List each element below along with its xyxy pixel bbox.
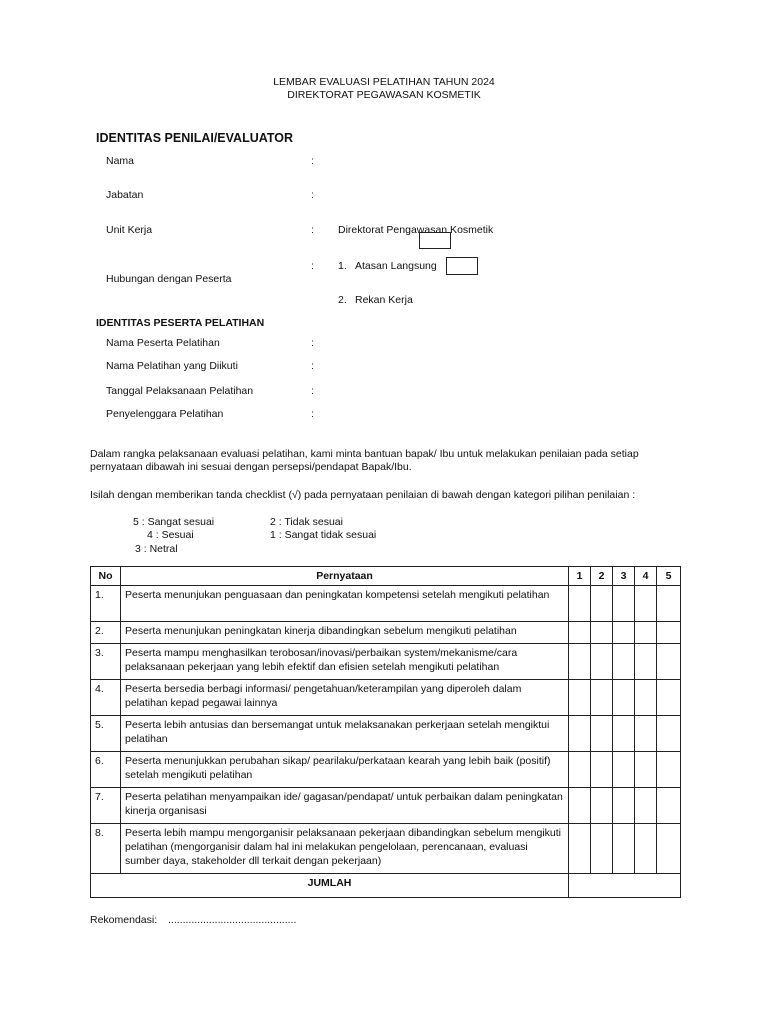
score-cell[interactable] xyxy=(569,622,591,644)
hubungan-colon: : xyxy=(311,260,314,272)
score-cell[interactable] xyxy=(613,716,635,752)
penyelenggara-colon: : xyxy=(311,408,314,420)
checkbox-atasan-langsung[interactable] xyxy=(446,257,478,275)
nama-pelatihan-label: Nama Pelatihan yang Diikuti xyxy=(106,360,238,372)
score-cell[interactable] xyxy=(569,788,591,824)
score-cell[interactable] xyxy=(613,622,635,644)
score-cell[interactable] xyxy=(591,824,613,874)
table-header-row xyxy=(91,567,681,586)
score-cell[interactable] xyxy=(569,716,591,752)
score-cell[interactable] xyxy=(613,824,635,874)
row-number: 4. xyxy=(91,680,121,716)
score-cell[interactable] xyxy=(635,622,657,644)
nama-peserta-label: Nama Peserta Pelatihan xyxy=(106,337,220,349)
option-rekan-kerja: Rekan Kerja xyxy=(355,294,413,306)
score-cell[interactable] xyxy=(613,788,635,824)
score-cell[interactable] xyxy=(591,788,613,824)
score-cell[interactable] xyxy=(657,644,681,680)
unit-kerja-label: Unit Kerja xyxy=(106,224,153,236)
score-cell[interactable] xyxy=(569,752,591,788)
score-cell[interactable] xyxy=(613,644,635,680)
evaluation-table xyxy=(90,566,681,898)
scale-1: 1 : Sangat tidak sesuai xyxy=(270,529,377,541)
score-cell[interactable] xyxy=(635,680,657,716)
scale-2: 2 : Tidak sesuai xyxy=(270,516,343,528)
header-score-1: 1 xyxy=(569,567,591,586)
row-number: 3. xyxy=(91,644,121,680)
score-cell[interactable] xyxy=(635,788,657,824)
table-row xyxy=(91,824,681,874)
score-cell[interactable] xyxy=(635,752,657,788)
score-cell[interactable] xyxy=(657,788,681,824)
nama-peserta-colon: : xyxy=(311,337,314,349)
hubungan-label: Hubungan dengan Peserta xyxy=(106,273,232,285)
row-statement: Peserta lebih mampu mengorganisir pelaksanaan pekerjaan dibandingkan sebelum mengikuti pelatihan (mengorganisir dalam hal ini melakukan pengelolaan, perencanaan, evaluasi sumber daya, stakeholder dll terkait dengan pekerjaan) xyxy=(121,824,569,874)
jumlah-total-cell[interactable] xyxy=(569,874,681,898)
score-cell[interactable] xyxy=(657,680,681,716)
jumlah-row xyxy=(91,874,681,898)
row-number: 7. xyxy=(91,788,121,824)
score-cell[interactable] xyxy=(613,680,635,716)
score-cell[interactable] xyxy=(591,752,613,788)
score-cell[interactable] xyxy=(635,644,657,680)
header-score-2: 2 xyxy=(591,567,613,586)
score-cell[interactable] xyxy=(591,644,613,680)
scale-3: 3 : Netral xyxy=(135,543,178,555)
jabatan-label: Jabatan xyxy=(106,189,144,201)
scale-4: 4 : Sesuai xyxy=(147,529,194,541)
row-statement: Peserta pelatihan menyampaikan ide/ gagasan/pendapat/ untuk perbaikan dalam peningkatan kinerja organisasi xyxy=(121,788,569,824)
row-number: 6. xyxy=(91,752,121,788)
score-cell[interactable] xyxy=(591,716,613,752)
table-row xyxy=(91,680,681,716)
header-score-5: 5 xyxy=(657,567,681,586)
header-score-4: 4 xyxy=(635,567,657,586)
nama-pelatihan-colon: : xyxy=(311,360,314,372)
jumlah-label: JUMLAH xyxy=(91,874,569,898)
option1-number: 1. xyxy=(338,260,347,272)
penyelenggara-label: Penyelenggara Pelatihan xyxy=(106,408,224,420)
table-row xyxy=(91,622,681,644)
row-statement: Peserta menunjukkan perubahan sikap/ pearilaku/perkataan kearah yang lebih baik (positif) setelah mengikuti pelatihan xyxy=(121,752,569,788)
table-row xyxy=(91,586,681,622)
table-row xyxy=(91,788,681,824)
evaluator-heading: IDENTITAS PENILAI/EVALUATOR xyxy=(96,131,293,145)
row-number: 8. xyxy=(91,824,121,874)
score-cell[interactable] xyxy=(657,824,681,874)
score-cell[interactable] xyxy=(657,752,681,788)
score-cell[interactable] xyxy=(613,752,635,788)
rekomendasi-label: Rekomendasi: xyxy=(90,914,158,926)
row-number: 2. xyxy=(91,622,121,644)
instruction-paragraph-1: Dalam rangka pelaksanaan evaluasi pelatihan, kami minta bantuan bapak/ Ibu untuk melakukan penilaian pada setiap pernyataan dibawah ini sesuai dengan persepsi/pendapat Bapak/Ibu. xyxy=(90,448,639,473)
nama-colon: : xyxy=(311,155,314,167)
table-row xyxy=(91,752,681,788)
score-cell[interactable] xyxy=(657,586,681,622)
score-cell[interactable] xyxy=(569,680,591,716)
option-atasan-langsung: Atasan Langsung xyxy=(355,260,437,272)
unit-kerja-colon: : xyxy=(311,224,314,236)
tanggal-label: Tanggal Pelaksanaan Pelatihan xyxy=(106,385,254,397)
tanggal-colon: : xyxy=(311,385,314,397)
header-no: No xyxy=(91,567,121,586)
score-cell[interactable] xyxy=(569,644,591,680)
row-statement: Peserta mampu menghasilkan terobosan/inovasi/perbaikan system/mekanisme/cara pelaksanaan pekerjaan yang lebih efektif dan efisien setelah mengikuti pelatihan xyxy=(121,644,569,680)
score-cell[interactable] xyxy=(591,586,613,622)
score-cell[interactable] xyxy=(657,622,681,644)
row-statement: Peserta menunjukan peningkatan kinerja dibandingkan sebelum mengikuti pelatihan xyxy=(121,622,569,644)
score-cell[interactable] xyxy=(635,824,657,874)
option2-number: 2. xyxy=(338,294,347,306)
checkbox-unit-kerja[interactable] xyxy=(419,232,451,249)
row-number: 5. xyxy=(91,716,121,752)
nama-label: Nama xyxy=(106,155,135,167)
document-title: LEMBAR EVALUASI PELATIHAN TAHUN 2024 xyxy=(273,76,495,88)
rekomendasi-field[interactable]: ............................................ xyxy=(168,914,297,926)
header-pernyataan: Pernyataan xyxy=(121,567,569,586)
score-cell[interactable] xyxy=(569,824,591,874)
score-cell[interactable] xyxy=(613,586,635,622)
row-statement: Peserta lebih antusias dan bersemangat untuk melaksanakan perkerjaan setelah mengiktui pelatihan xyxy=(121,716,569,752)
scale-5: 5 : Sangat sesuai xyxy=(133,516,215,528)
participant-heading: IDENTITAS PESERTA PELATIHAN xyxy=(96,317,265,329)
instruction-paragraph-2: Isilah dengan memberikan tanda checklist (√) pada pernyataan penilaian di bawah dengan kategori pilihan penilaian : xyxy=(90,489,636,501)
table-row xyxy=(91,716,681,752)
unit-kerja-value: Direktorat Pengawasan Kosmetik xyxy=(338,224,494,236)
header-score-3: 3 xyxy=(613,567,635,586)
score-cell[interactable] xyxy=(635,716,657,752)
score-cell[interactable] xyxy=(569,586,591,622)
row-number: 1. xyxy=(91,586,121,622)
score-cell[interactable] xyxy=(591,680,613,716)
jabatan-colon: : xyxy=(311,189,314,201)
row-statement: Peserta bersedia berbagi informasi/ pengetahuan/keterampilan yang diperoleh dalam pelatihan kepad pegawai lainnya xyxy=(121,680,569,716)
score-cell[interactable] xyxy=(657,716,681,752)
table-row xyxy=(91,644,681,680)
score-cell[interactable] xyxy=(635,586,657,622)
score-cell[interactable] xyxy=(591,622,613,644)
document-subtitle: DIREKTORAT PEGAWASAN KOSMETIK xyxy=(287,89,481,101)
row-statement: Peserta menunjukan penguasaan dan peningkatan kompetensi setelah mengikuti pelatihan xyxy=(121,586,569,622)
